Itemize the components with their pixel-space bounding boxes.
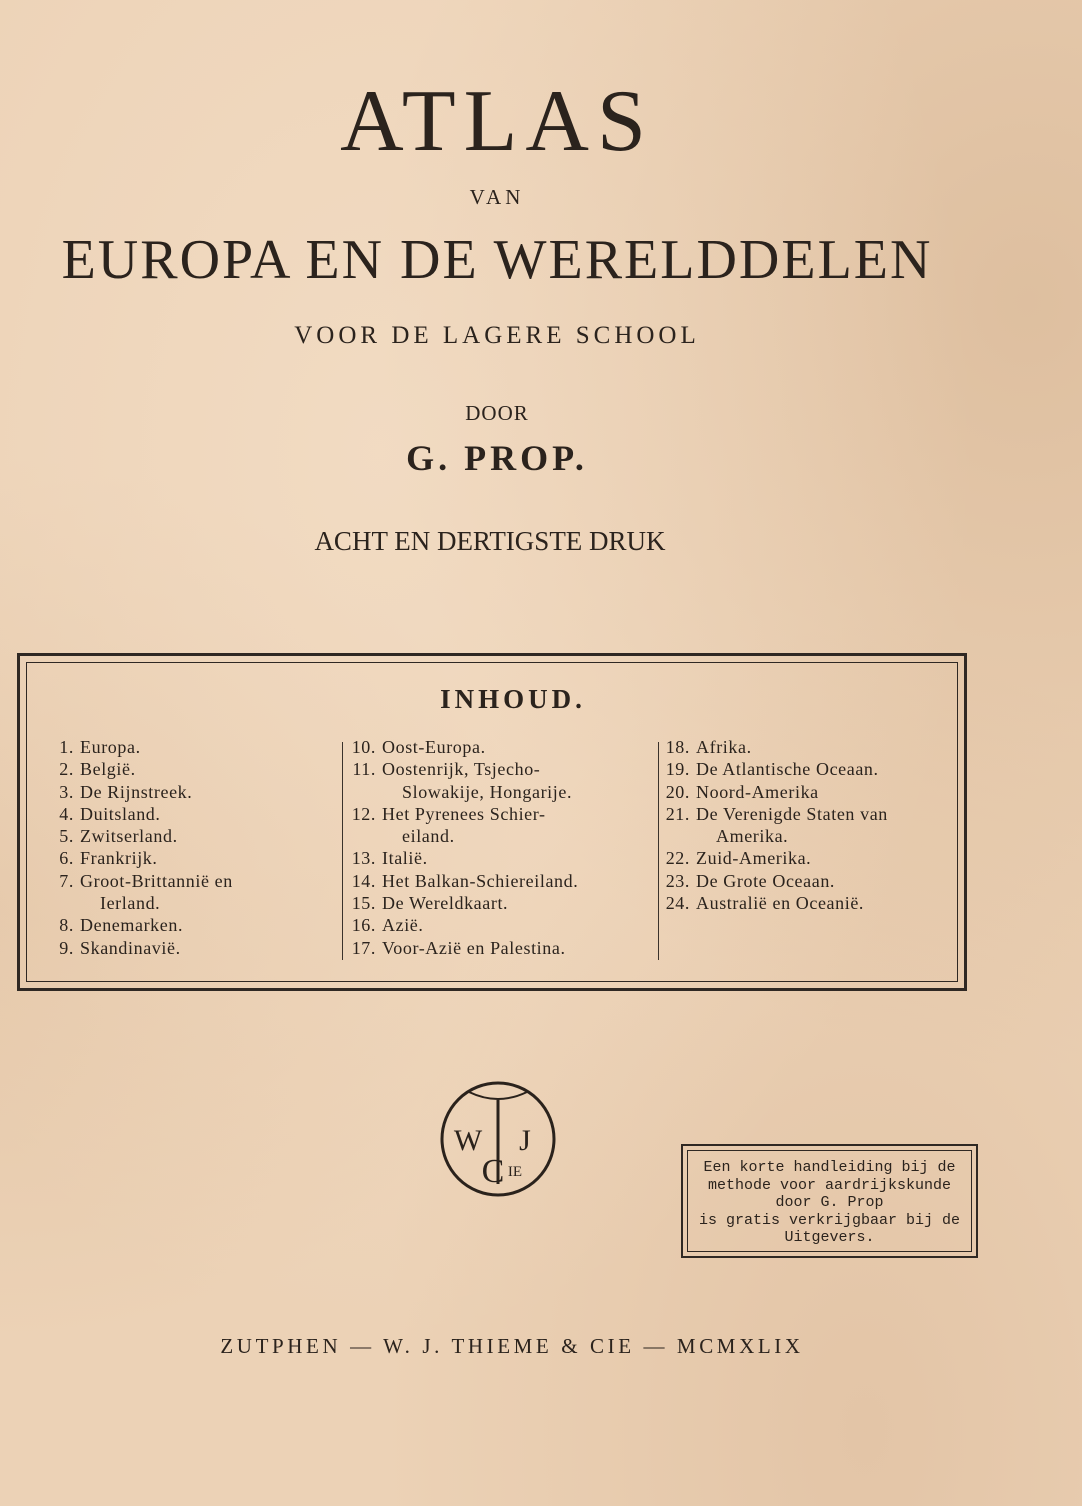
contents-entry-continuation: Slowakije, Hongarije. [402, 781, 573, 802]
contents-entry-title: Skandinavië. [80, 937, 181, 958]
notice-line: is gratis verkrijgbaar bij de [698, 1211, 961, 1229]
contents-entry-number: 1. [59, 737, 74, 757]
contents-entry-number: 4. [59, 803, 74, 824]
contents-entry-number: 11. [352, 759, 376, 780]
page-title: EUROPA EN DE WERELDDELEN [61, 229, 933, 291]
contents-entry-title: De Atlantische Oceaan. [696, 759, 879, 780]
contents-entry [40, 803, 320, 825]
contents-box [17, 653, 967, 991]
contents-entry-title: Oostenrijk, Tsjecho- [382, 759, 541, 780]
contents-entry-number: 21. [665, 803, 690, 824]
contents-entry-title: Italië. [382, 848, 428, 869]
contents-entry [342, 892, 652, 914]
contents-entry [40, 870, 320, 892]
contents-entry [656, 892, 956, 914]
contents-entry-number: 22. [665, 848, 690, 869]
contents-entry [40, 736, 320, 758]
contents-entry [40, 758, 320, 780]
contents-entry-number: 9. [59, 937, 74, 958]
contents-entry-number: 7. [59, 870, 74, 891]
contents-column-2 [342, 736, 652, 959]
contents-entry [342, 803, 652, 825]
contents-entry-continuation: eiland. [402, 826, 455, 847]
contents-entry-title: De Verenigde Staten van [696, 803, 888, 824]
contents-entry [342, 736, 652, 758]
contents-entry-title: Het Balkan-Schiereiland. [382, 870, 579, 891]
contents-entry-title: De Rijnstreek. [80, 781, 193, 802]
notice-line: Een korte handleiding bij de [703, 1159, 956, 1176]
title-van: VAN [469, 185, 525, 209]
contents-entry-number: 20. [665, 781, 690, 802]
contents-entry [40, 825, 320, 847]
contents-entry-number: 10. [351, 737, 376, 757]
contents-entry [656, 781, 956, 803]
notice-text [687, 1150, 972, 1252]
contents-entry-title: Denemarken. [80, 915, 184, 936]
contents-entry-title: Groot-Brittannië en [80, 870, 233, 891]
contents-entry [342, 914, 652, 936]
contents-entry-number: 18. [665, 737, 690, 757]
seal-letter: C [481, 1153, 505, 1190]
seal-letter: J [519, 1124, 531, 1157]
contents-entry-number: 8. [59, 915, 74, 936]
contents-entry-number: 17. [351, 937, 376, 958]
notice-line: door G. Prop [775, 1194, 884, 1211]
contents-entry [342, 758, 652, 780]
contents-entry-title: Zwitserland. [80, 826, 178, 847]
subtitle: VOOR DE LAGERE SCHOOL [294, 322, 700, 349]
contents-entry-title: Europa. [80, 737, 141, 757]
contents-entry-number: 15. [351, 893, 376, 914]
contents-entry [40, 781, 320, 803]
contents-entry-number: 13. [351, 848, 376, 869]
edition-line: ACHT EN DERTIGSTE DRUK [314, 526, 666, 556]
contents-entry [656, 736, 956, 758]
contents-entry-number: 6. [59, 848, 74, 869]
contents-entry-title: De Wereldkaart. [382, 893, 509, 914]
contents-entry-number: 5. [59, 826, 74, 847]
contents-entry-title: Azië. [382, 915, 424, 936]
notice-line: methode voor aardrijkskunde [707, 1176, 952, 1194]
author-name: G. PROP. [406, 438, 588, 478]
notice-line: Uitgevers. [784, 1229, 875, 1246]
contents-entry-title: Australië en Oceanië. [696, 893, 865, 914]
contents-entry [40, 937, 320, 959]
contents-entry [656, 803, 956, 825]
seal-letter: W [453, 1124, 483, 1157]
contents-entry-title: Zuid-Amerika. [696, 848, 812, 869]
contents-entry-title: Frankrijk. [80, 848, 158, 869]
contents-entry [40, 847, 320, 869]
contents-entry-continuation: Amerika. [716, 826, 789, 847]
contents-entry-number: 3. [59, 781, 74, 802]
by-line: DOOR [465, 401, 529, 425]
contents-entry [656, 870, 956, 892]
contents-entry-title: Afrika. [696, 737, 752, 757]
contents-entry-number: 14. [351, 870, 376, 891]
contents-heading: INHOUD. [440, 684, 586, 714]
contents-entry-number: 16. [351, 915, 376, 936]
contents-entry-number: 24. [665, 893, 690, 914]
contents-column-1 [40, 736, 320, 959]
seal-letter: IE [507, 1164, 523, 1180]
contents-entry-title: Oost-Europa. [382, 737, 486, 757]
contents-entry-title: De Grote Oceaan. [696, 870, 836, 891]
contents-entry-title: België. [80, 759, 136, 780]
contents-entry-title: Het Pyrenees Schier- [382, 803, 546, 824]
contents-entry-number: 23. [665, 870, 690, 891]
contents-entry-title: Duitsland. [80, 803, 161, 824]
notice-box [681, 1144, 978, 1258]
contents-entry [40, 914, 320, 936]
contents-entry [656, 847, 956, 869]
contents-entry-title: Voor-Azië en Palestina. [382, 937, 566, 958]
publisher-seal-icon [439, 1080, 557, 1198]
contents-entry [342, 870, 652, 892]
contents-entry-number: 19. [665, 759, 690, 780]
title-atlas: ATLAS [340, 73, 654, 170]
contents-entry [656, 758, 956, 780]
contents-entry [342, 937, 652, 959]
publisher-imprint: ZUTPHEN — W. J. THIEME & CIE — MCMXLIX [220, 1334, 804, 1358]
contents-entry-number: 12. [351, 803, 376, 824]
contents-entry [342, 847, 652, 869]
contents-column-3 [656, 736, 956, 914]
contents-entry-continuation: Ierland. [100, 893, 161, 914]
contents-entry-number: 2. [59, 759, 74, 780]
contents-entry-title: Noord-Amerika [696, 781, 819, 802]
